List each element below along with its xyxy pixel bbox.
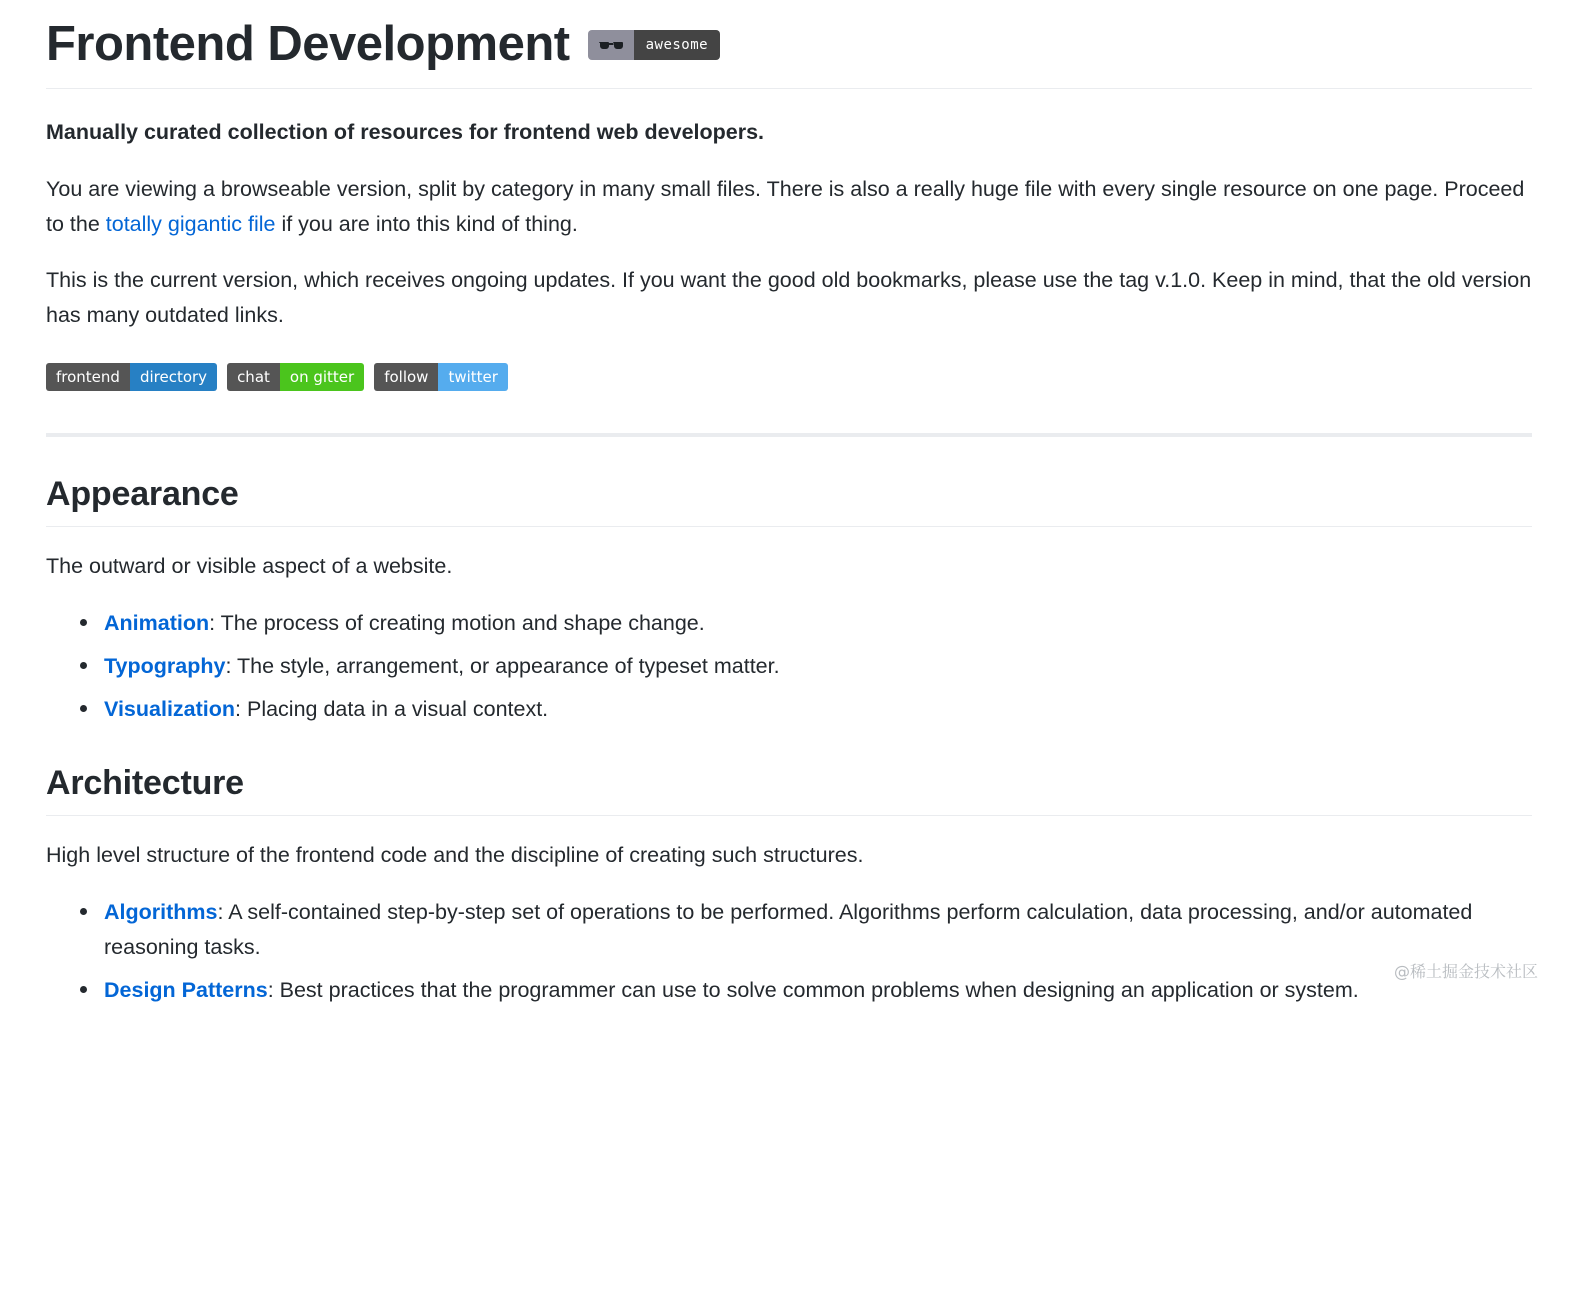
link-animation[interactable]: Animation: [104, 610, 210, 635]
list-item: [104, 692, 1532, 727]
badge-frontend-directory[interactable]: [46, 363, 217, 391]
awesome-badge[interactable]: [588, 30, 721, 60]
badge-frontend-directory-label: frontend: [46, 363, 130, 391]
list-item-desc: : A self-contained step-by-step set of operations to be performed. Algorithms perform calculation, data processing, and/or automated reasoning tasks.: [104, 900, 1473, 959]
list-appearance: [46, 606, 1532, 726]
link-algorithms[interactable]: Algorithms: [104, 900, 218, 925]
link-typography[interactable]: Typography: [104, 653, 226, 678]
badge-frontend-directory-value: directory: [130, 363, 217, 391]
gigantic-file-link[interactable]: totally gigantic file: [105, 211, 276, 236]
badge-follow-twitter-value: twitter: [438, 363, 507, 391]
badge-row: [46, 363, 1532, 391]
intro-paragraph-1-after: if you are into this kind of thing.: [275, 211, 578, 236]
badge-follow-twitter[interactable]: [374, 363, 508, 391]
badge-chat-gitter-label: chat: [227, 363, 280, 391]
link-design-patterns[interactable]: Design Patterns: [104, 977, 268, 1002]
section-heading-appearance: Appearance: [46, 475, 1532, 527]
watermark: @稀土掘金技术社区: [1393, 961, 1538, 981]
list-item: [104, 649, 1532, 684]
list-item-desc: : Placing data in a visual context.: [235, 696, 549, 721]
link-visualization[interactable]: Visualization: [104, 696, 236, 721]
list-item: [104, 973, 1532, 1008]
intro-paragraph-1: [46, 172, 1532, 242]
list-item: [104, 606, 1532, 641]
badge-chat-gitter-value: on gitter: [280, 363, 364, 391]
badge-follow-twitter-label: follow: [374, 363, 438, 391]
intro-paragraph-2: This is the current version, which receives ongoing updates. If you want the good old bookmarks, please use the tag v.1.0. Keep in mind, that the old version has many outdated links.: [46, 268, 1532, 328]
section-description-appearance: The outward or visible aspect of a website.: [46, 554, 453, 579]
page-title: Frontend Development: [46, 17, 570, 71]
list-item-desc: : Best practices that the programmer can use to solve common problems when designing an application or system.: [267, 977, 1359, 1002]
intro-lead: Manually curated collection of resources for frontend web developers.: [46, 119, 765, 144]
title-row: [46, 18, 1532, 89]
sunglasses-icon: [588, 30, 634, 60]
section-divider: [46, 433, 1532, 437]
list-item-desc: : The style, arrangement, or appearance of typeset matter.: [225, 653, 780, 678]
list-architecture: [46, 895, 1532, 1007]
intro-paragraph-1-before: You are viewing a browseable version, split by category in many small files. There is also a really huge file with every single resource on one page. Proceed to the: [46, 176, 1525, 236]
list-item: [104, 895, 1532, 965]
badge-chat-gitter[interactable]: [227, 363, 364, 391]
list-item-desc: : The process of creating motion and shape change.: [209, 610, 705, 635]
awesome-badge-label: awesome: [634, 30, 721, 60]
section-description-architecture: High level structure of the frontend code and the discipline of creating such structures.: [46, 843, 864, 868]
section-heading-architecture: Architecture: [46, 764, 1532, 816]
